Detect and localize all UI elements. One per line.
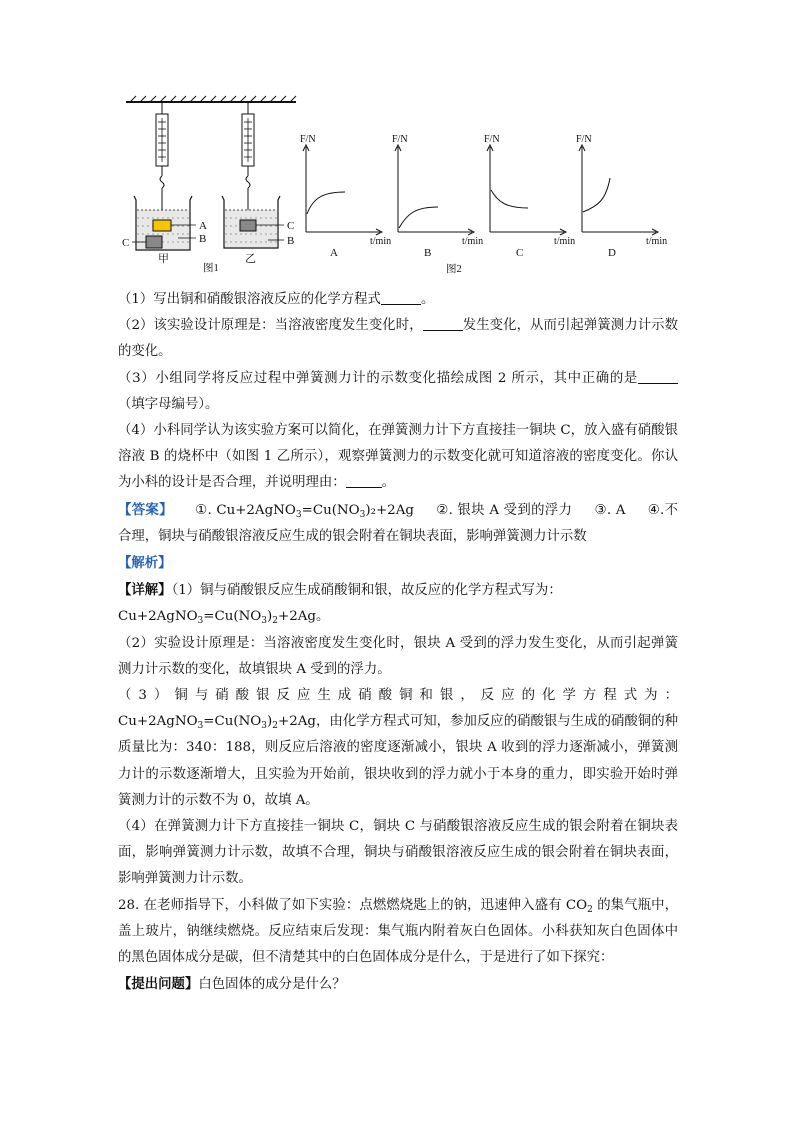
question-28-prompt — [118, 971, 678, 998]
detail-2-text: （2）实验设计原理是：当溶液密度发生变化时，银块 A 受到的浮力发生变化，从而引起弹簧测力计示数的变化，故填银块 A 受到的浮力。 — [118, 635, 678, 677]
question-28-text-b: 的集气瓶中，盖上玻片，钠继续燃烧。反应结束后发现：集气瓶内附着灰白色固体。小科获知灰白色固体中的黑色固体成分是碳，但不清楚其中的白色固体成分是什么，于是进行了如下探究： — [118, 897, 679, 966]
graph-a — [303, 145, 382, 235]
detail-1 — [118, 577, 678, 630]
question-4 — [118, 418, 678, 497]
graph-a-xlabel: t/min — [370, 236, 392, 247]
label-jia: 甲 — [158, 253, 169, 265]
detail-3-text-a: （3）铜与硝酸银反应生成硝酸铜和银，反应的化学方程式为：Cu+2AgNO — [118, 688, 678, 730]
answer-1: ①. $Cu+2AgNO_3=Cu(NO_3)_2+2Ag$ — [194, 502, 414, 520]
question-1-end: 。 — [420, 292, 435, 307]
answer-blank-3 — [638, 368, 678, 384]
graph-c-label: C — [516, 247, 524, 259]
detail-3-text-b: +2Ag，由化学方程式可知，参加反应的硝酸银与生成的硝酸铜的种质量比为：340：188，则反应后溶液的密度逐渐减小，银块 A 收到的浮力逐渐减小，弹簧测力计的示数逐渐增大，且实验为开始前，银块收到的浮力就小于本身的重力，即实验开始时弹簧测力计的示数不为 0，故填 A。 — [118, 714, 678, 808]
question-28-tag: 【提出问题】 — [118, 976, 199, 993]
experiment-figure — [118, 92, 678, 282]
answer-3: ③. A — [594, 502, 626, 518]
answer-blank-1 — [381, 289, 421, 305]
graph-b — [395, 145, 474, 235]
graph-c-ylabel: F/N — [484, 134, 500, 145]
graph-d-xlabel: t/min — [646, 236, 668, 247]
question-3 — [118, 366, 678, 418]
question-2 — [118, 313, 678, 365]
graph-b-label: B — [424, 247, 432, 259]
label-b-jia: B — [199, 233, 207, 245]
graph-a-label: A — [330, 247, 338, 259]
label-c-jia: C — [122, 237, 130, 249]
detail-1-text: （1）铜与硝酸银反应生成硝酸铜和银，故反应的化学方程式写为： — [171, 583, 562, 599]
detail-3: （3）铜与硝酸银反应生成硝酸铜和银，反应的化学方程式为：$Cu+2AgNO_3=Cu(NO_3)_2+2Ag$，由化学方程式可知，参加反应的硝酸银与生成的硝酸铜的种质量比为：340：188，则反应后溶液的密度逐渐减小，银块 A 收到的浮力逐渐减小，弹簧测力计的示数逐渐增大，且实验为开始前，银块收到的浮力就小于本身的重力，即实验开始时弹簧测力计的示数不为 0，故填 A。 — [118, 688, 678, 808]
label-b-yi: B — [287, 235, 295, 247]
question-3-text-b: （填字母编号）。 — [118, 396, 219, 412]
graph-b-ylabel: F/N — [392, 134, 408, 145]
answer-4: 不合理，铜块与硝酸银溶液反应生成的银会附着在铜块表面，影响弹簧测力计示数 — [118, 502, 678, 544]
detail-4-text: （4）在弹簧测力计下方直接挂一铜块 C，铜块 C 与硝酸银溶液反应生成的银会附着在铜块表面，影响弹簧测力计示数，故填不合理，铜块与硝酸银溶液反应生成的银会附着在铜块表面，影响弹簧测力计示数。 — [118, 819, 678, 887]
analysis-tag: 【解析】 — [118, 555, 172, 572]
figure-svg — [118, 92, 678, 282]
label-a-jia: A — [199, 220, 207, 232]
label-c-yi: C — [287, 220, 295, 232]
question-2-text-b: 发生变化，从而引起弹簧测力计示数的变化。 — [118, 318, 678, 360]
analysis-heading — [118, 550, 678, 577]
beaker-yi — [222, 196, 284, 248]
question-28-question: 白色固体的成分是什么？ — [198, 977, 346, 993]
question-4-text: （4）小科同学认为该实验方案可以简化，在弹簧测力计下方直接挂一铜块 C，放入盛有硝酸银溶液 B 的烧杯中（如图 1 乙所示），观察弹簧测力的示数变化就可知道溶液的密度变化。你认为小科的设计是否合理，并说明理由： — [118, 423, 678, 491]
graph-c-xlabel: t/min — [554, 236, 576, 247]
detail-4 — [118, 814, 678, 893]
answer-4-marker: ④. — [647, 502, 665, 518]
question-2-text-a: （2）该实验设计原理是：当溶液密度发生变化时， — [118, 318, 423, 334]
graph-c — [487, 145, 566, 235]
copper-block-c — [146, 236, 162, 248]
answer-tag: 【答案】 — [118, 501, 173, 518]
question-4-end: 。 — [381, 475, 396, 491]
spring-scale-jia — [156, 102, 168, 222]
graph-d-ylabel: F/N — [576, 134, 592, 145]
spring-scale-yi — [242, 102, 254, 220]
copper-block-c-yi — [240, 220, 256, 231]
fig1-caption: 图1 — [203, 263, 219, 274]
detail-2 — [118, 631, 678, 683]
answer-2: ②. 银块 A 受到的浮力 — [435, 502, 573, 518]
beaker-jia — [132, 196, 196, 250]
silver-block-a — [153, 220, 171, 231]
answer-blank-4 — [346, 472, 382, 488]
question-3-text-a: （3）小组同学将反应过程中弹簧测力计的示数变化描绘成图 2 所示，其中正确的是 — [118, 370, 638, 386]
detail-tag: 【详解】 — [118, 582, 172, 599]
fig2-caption: 图2 — [446, 264, 462, 275]
graph-b-xlabel: t/min — [462, 236, 484, 247]
question-1 — [118, 287, 678, 313]
question-28-text-a: 28. 在老师指导下，小科做了如下实验：点燃燃烧匙上的钠，迅速伸入盛有 CO — [118, 897, 588, 913]
detail-1-equation: $Cu+2AgNO_3=Cu(NO_3)_2+2Ag$。 — [118, 609, 330, 627]
graph-a-ylabel: F/N — [300, 134, 316, 145]
document-body — [118, 287, 678, 998]
graph-d — [579, 145, 658, 235]
question-1-text: （1）写出铜和硝酸银溶液反应的化学方程式 — [118, 292, 381, 307]
label-yi: 乙 — [245, 253, 256, 265]
answer-blank-2 — [423, 315, 463, 331]
question-28: 28. 在老师指导下，小科做了如下实验：点燃燃烧匙上的钠，迅速伸入盛有 $CO_2$ 的集气瓶中，盖上玻片，钠继续燃烧。反应结束后发现：集气瓶内附着灰白色固体。小科获知灰白色固体中的黑色固体成分是碳，但不清楚其中的白色固体成分是什么，于是进行了如下探究： — [118, 897, 679, 966]
graph-d-label: D — [608, 247, 616, 259]
answer-line — [118, 497, 678, 550]
